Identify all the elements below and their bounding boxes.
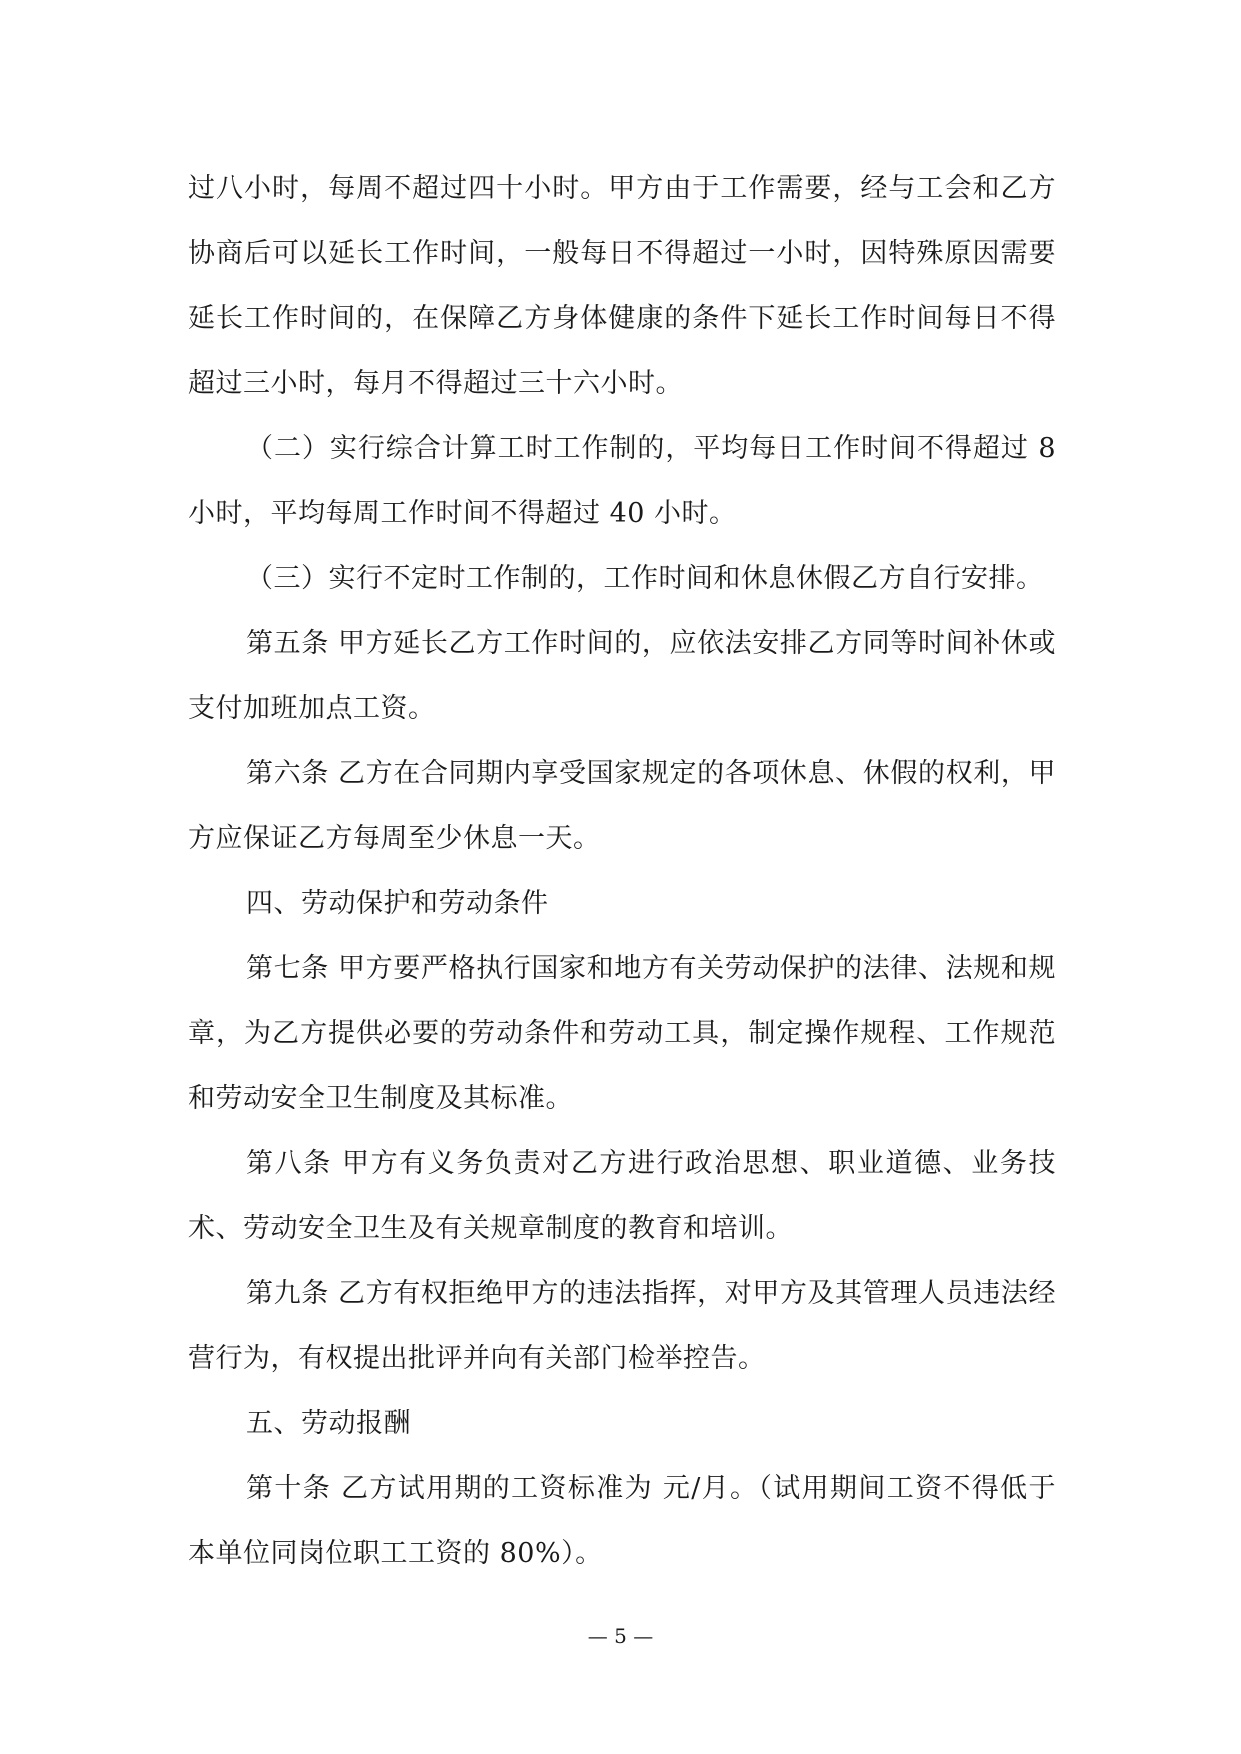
page-number: — 5 — <box>587 1624 654 1648</box>
article-5: 第五条 甲方延长乙方工作时间的，应依法安排乙方同等时间补休或支付加班加点工资。 <box>188 628 1056 724</box>
paragraph-continued-hours: 过八小时，每周不超过四十小时。甲方由于工作需要，经与工会和乙方协商后可以延长工作时间，一般每日不得超过一小时，因特殊原因需要延长工作时间的，在保障乙方身体健康的条件下延长工作时间每日不得超过三小时，每月不得超过三十六小时。 <box>188 173 1056 399</box>
section-heading-remuneration: 五、劳动报酬 <box>246 1408 411 1439</box>
section-heading-labor-protection: 四、劳动保护和劳动条件 <box>246 888 549 919</box>
paragraph-comprehensive-hours: （二）实行综合计算工时工作制的，平均每日工作时间不得超过 8 小时，平均每周工作时间不得超过 40 小时。 <box>188 433 1056 529</box>
article-9: 第九条 乙方有权拒绝甲方的违法指挥，对甲方及其管理人员违法经营行为，有权提出批评并向有关部门检举控告。 <box>188 1278 1056 1374</box>
document-body <box>188 156 1056 1586</box>
article-7: 第七条 甲方要严格执行国家和地方有关劳动保护的法律、法规和规章，为乙方提供必要的劳动条件和劳动工具，制定操作规程、工作规范和劳动安全卫生制度及其标准。 <box>188 953 1056 1114</box>
article-10: 第十条 乙方试用期的工资标准为 元/月。（试用期间工资不得低于本单位同岗位职工工资的 80%）。 <box>188 1473 1056 1569</box>
article-8: 第八条 甲方有义务负责对乙方进行政治思想、职业道德、业务技术、劳动安全卫生及有关规章制度的教育和培训。 <box>188 1148 1056 1244</box>
article-6: 第六条 乙方在合同期内享受国家规定的各项休息、休假的权利，甲方应保证乙方每周至少休息一天。 <box>188 758 1056 854</box>
paragraph-flexible-hours: （三）实行不定时工作制的，工作时间和休息休假乙方自行安排。 <box>246 563 1044 594</box>
